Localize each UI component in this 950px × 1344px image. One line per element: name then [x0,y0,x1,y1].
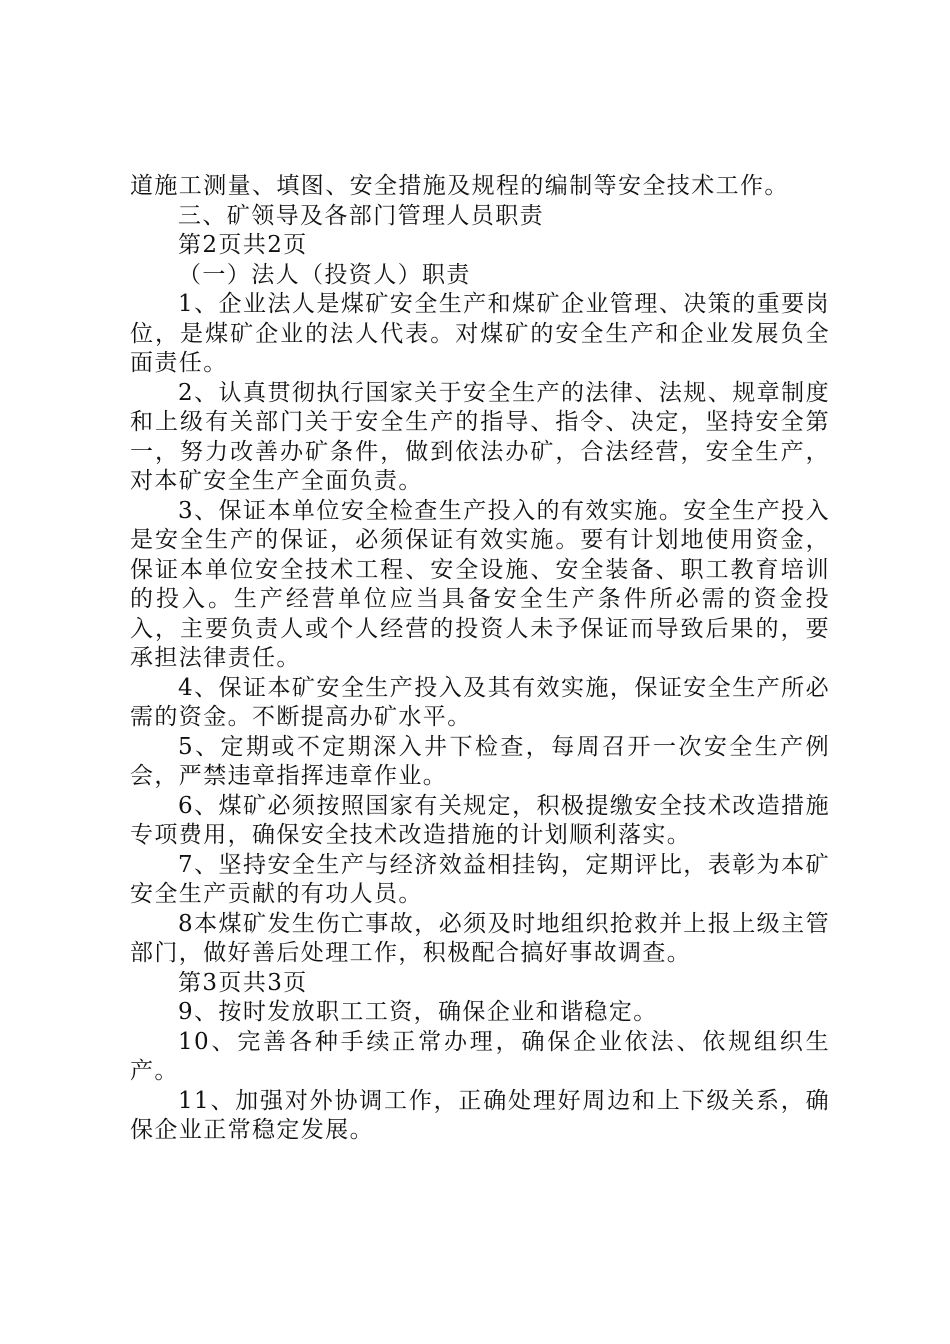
subsection-heading: （一）法人（投资人）职责 [178,261,471,288]
paragraph-item-10: 10、完善各种手续正常办理，确保企业依法、依规组织生产。 [130,1028,830,1084]
paragraph-continuation: 道施工测量、填图、安全措施及规程的编制等安全技术工作。 [130,173,789,199]
page-marker: 第3页共3页 [178,969,308,996]
paragraph-item-8: 8本煤矿发生伤亡事故，必须及时地组织抢救并上报上级主管部门，做好善后处理工作，积极配合搞好事故调查。 [130,910,830,966]
paragraph-item-6: 6、煤矿必须按照国家有关规定，积极提缴安全技术改造措施专项费用，确保安全技术改造措施的计划顺利落实。 [130,792,830,848]
document-body [130,172,830,1146]
paragraph-item-4: 4、保证本矿安全生产投入及其有效实施，保证安全生产所必需的资金。不断提高办矿水平。 [130,674,830,730]
paragraph-item-3: 3、保证本单位安全检查生产投入的有效实施。安全生产投入是安全生产的保证，必须保证有效实施。要有计划地使用资金，保证本单位安全技术工程、安全设施、安全装备、职工教育培训的投入。生产经营单位应当具备安全生产条件所必需的资金投入，主要负责人或个人经营的投资人未予保证而导致后果的，要承担法律责任。 [130,497,830,671]
page-marker: 第2页共2页 [178,232,308,258]
paragraph-item-2: 2、认真贯彻执行国家关于安全生产的法律、法规、规章制度和上级有关部门关于安全生产的指导、指令、决定，坚持安全第一，努力改善办矿条件，做到依法办矿，合法经营，安全生产，对本矿安全生产全面负责。 [130,379,830,494]
paragraph-item-9: 9、按时发放职工工资，确保企业和谐稳定。 [178,999,658,1025]
paragraph-item-7: 7、坚持安全生产与经济效益相挂钩，定期评比，表彰为本矿安全生产贡献的有功人员。 [130,851,830,907]
paragraph-item-5: 5、定期或不定期深入井下检查，每周召开一次安全生产例会，严禁违章指挥违章作业。 [130,733,830,789]
paragraph-item-11: 11、加强对外协调工作，正确处理好周边和上下级关系，确保企业正常稳定发展。 [130,1087,830,1143]
paragraph-item-1: 1、企业法人是煤矿安全生产和煤矿企业管理、决策的重要岗位，是煤矿企业的法人代表。对煤矿的安全生产和企业发展负全面责任。 [130,291,830,376]
section-heading: 三、矿领导及各部门管理人员职责 [178,202,544,229]
